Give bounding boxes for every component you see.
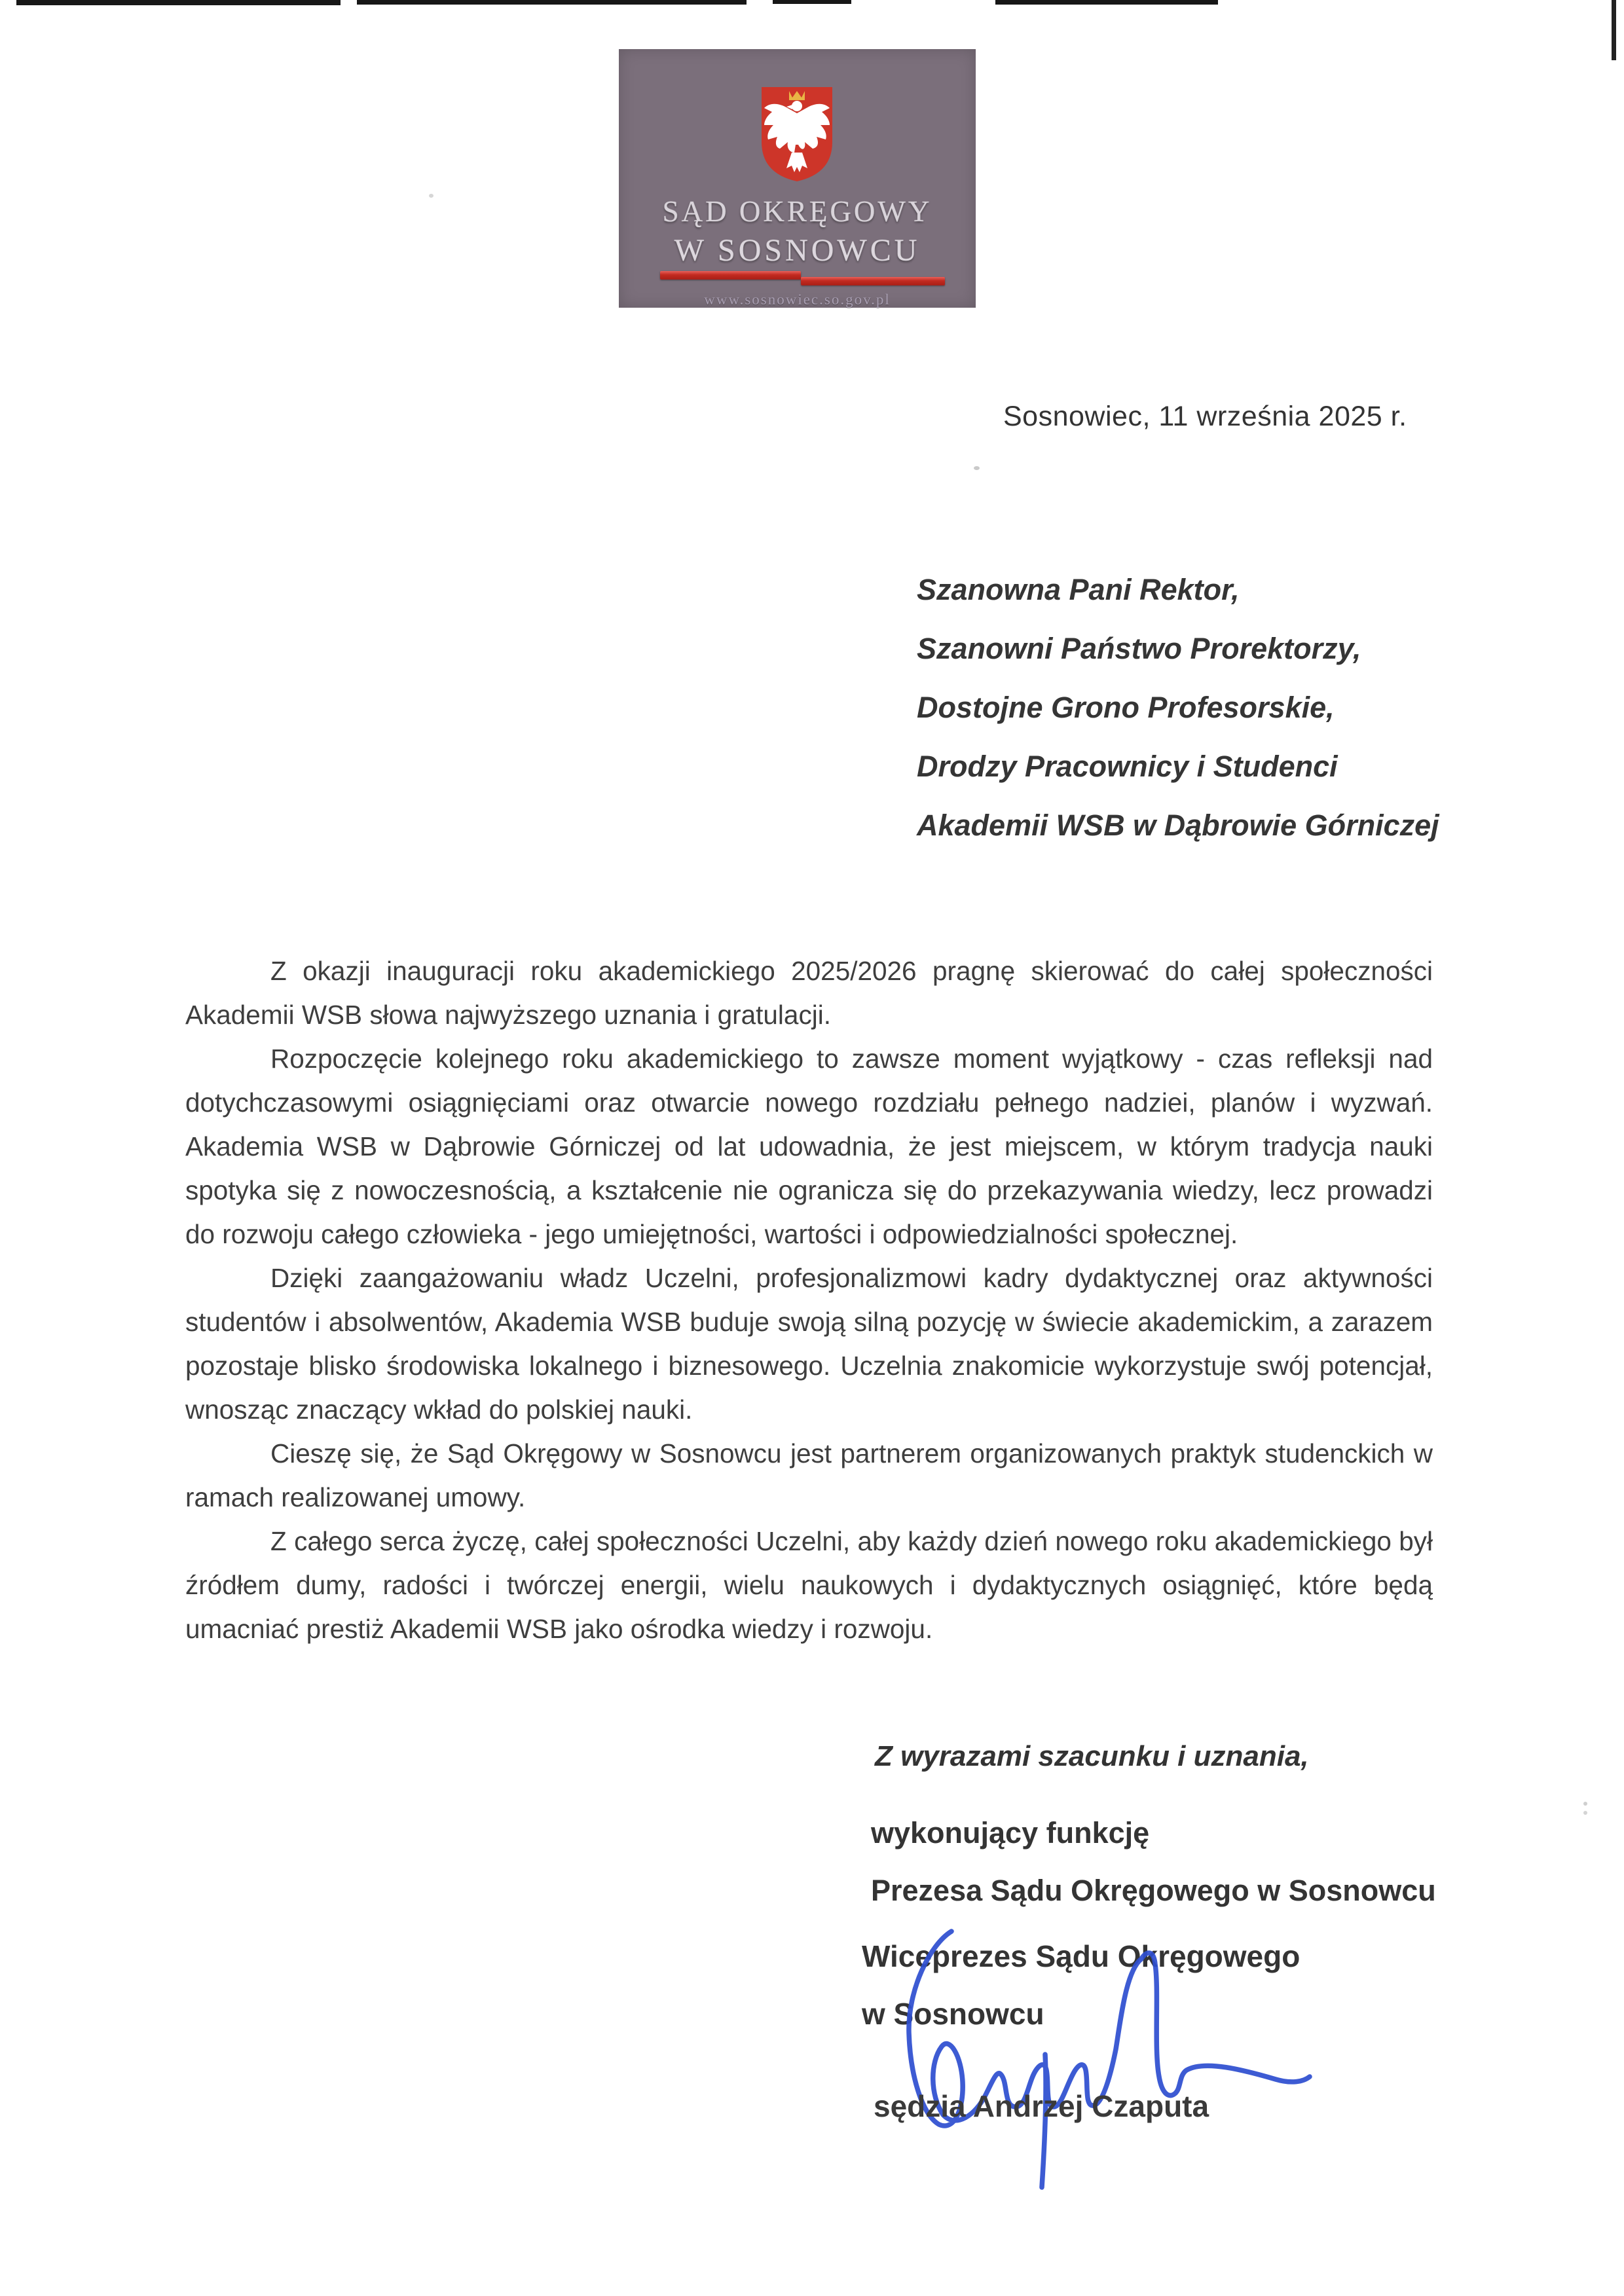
acting-function-line1: wykonujący funkcję xyxy=(871,1816,1150,1850)
body-paragraph: Rozpoczęcie kolejnego roku akademickiego to zawsze moment wyjątkowy - czas refleksji nad dotychczasowymi osiągnięciami oraz otwarcie nowego rozdziału pełnego nadziei, planów i wyzwań. Akademia WSB w Dąbrowie Górniczej od lat udowadnia, że jest miejscem, w którym tradycja nauki spotyka się z nowoczesnością, a kształcenie nie ogranicza się do przekazywania wiedzy, lecz prowadzi do rozwoju całego człowieka - jego umiejętności, wartości i odpowiedzialności społecznej. xyxy=(185,1044,1433,1249)
court-logo xyxy=(619,49,976,308)
scan-speck xyxy=(429,194,434,198)
salutation-line: Akademii WSB w Dąbrowie Górniczej xyxy=(917,809,1439,842)
scan-artifact-right-edge xyxy=(1612,0,1616,60)
scan-artifact-top-strip xyxy=(995,0,1218,5)
dateline: Sosnowiec, 11 września 2025 r. xyxy=(1003,401,1407,432)
court-name-line1: SĄD OKRĘGOWY xyxy=(662,195,932,228)
salutation-line: Drodzy Pracownicy i Studenci xyxy=(917,750,1338,783)
scan-artifact-top-strip xyxy=(16,0,341,5)
acting-function-line2: Prezesa Sądu Okręgowego w Sosnowcu xyxy=(871,1874,1436,1907)
vice-president-line2: w Sosnowcu xyxy=(862,1997,1044,2031)
court-name-line2: W SOSNOWCU xyxy=(674,233,921,268)
logo-red-bar xyxy=(801,277,945,285)
court-website-url: www.sosnowiec.so.gov.pl xyxy=(704,291,891,308)
handwritten-signature xyxy=(851,1899,1342,2200)
polish-eagle-emblem-icon xyxy=(758,84,836,183)
body-paragraph: Z okazji inauguracji roku akademickiego 2025/2026 pragnę skierować do całej społeczności Akademii WSB słowa najwyższego uznania i gratulacji. xyxy=(185,956,1433,1030)
salutation-block xyxy=(917,560,1439,855)
body-paragraph: Cieszę się, że Sąd Okręgowy w Sosnowcu jest partnerem organizowanych praktyk studenckich w ramach realizowanej umowy. xyxy=(185,1438,1433,1512)
body-paragraph: Dzięki zaangażowaniu władz Uczelni, profesjonalizmowi kadry dydaktycznej oraz aktywności studentów i absolwentów, Akademia WSB buduje swoją silną pozycję w świecie akademickim, a zarazem pozostaje blisko środowiska lokalnego i biznesowego. Uczelnia znakomicie wykorzystuje swój potencjał, wnosząc znaczący wkład do polskiej nauki. xyxy=(185,1263,1433,1425)
salutation-line: Dostojne Grono Profesorskie, xyxy=(917,691,1335,724)
signer-name: sędzia Andrzej Czaputa xyxy=(874,2089,1209,2123)
vice-president-line1: Wiceprezes Sądu Okręgowego xyxy=(862,1939,1301,1973)
closing-regards: Z wyrazami szacunku i uznania, xyxy=(875,1740,1309,1772)
salutation-line: Szanowni Państwo Prorektorzy, xyxy=(917,632,1361,665)
letter-body xyxy=(185,949,1433,1651)
scan-artifact-top-strip xyxy=(357,0,747,5)
salutation-line: Szanowna Pani Rektor, xyxy=(917,573,1240,606)
scan-speck xyxy=(974,466,980,470)
body-paragraph: Z całego serca życzę, całej społeczności Uczelni, aby każdy dzień nowego roku akademickiego był źródłem dumy, radości i twórczej energii, wielu naukowych i dydaktycznych osiągnięć, które będą umacniać prestiż Akademii WSB jako ośrodka wiedzy i rozwoju. xyxy=(185,1526,1433,1644)
scan-speck xyxy=(1583,1802,1587,1806)
logo-red-bar xyxy=(660,271,801,280)
scan-artifact-top-strip xyxy=(773,0,851,4)
